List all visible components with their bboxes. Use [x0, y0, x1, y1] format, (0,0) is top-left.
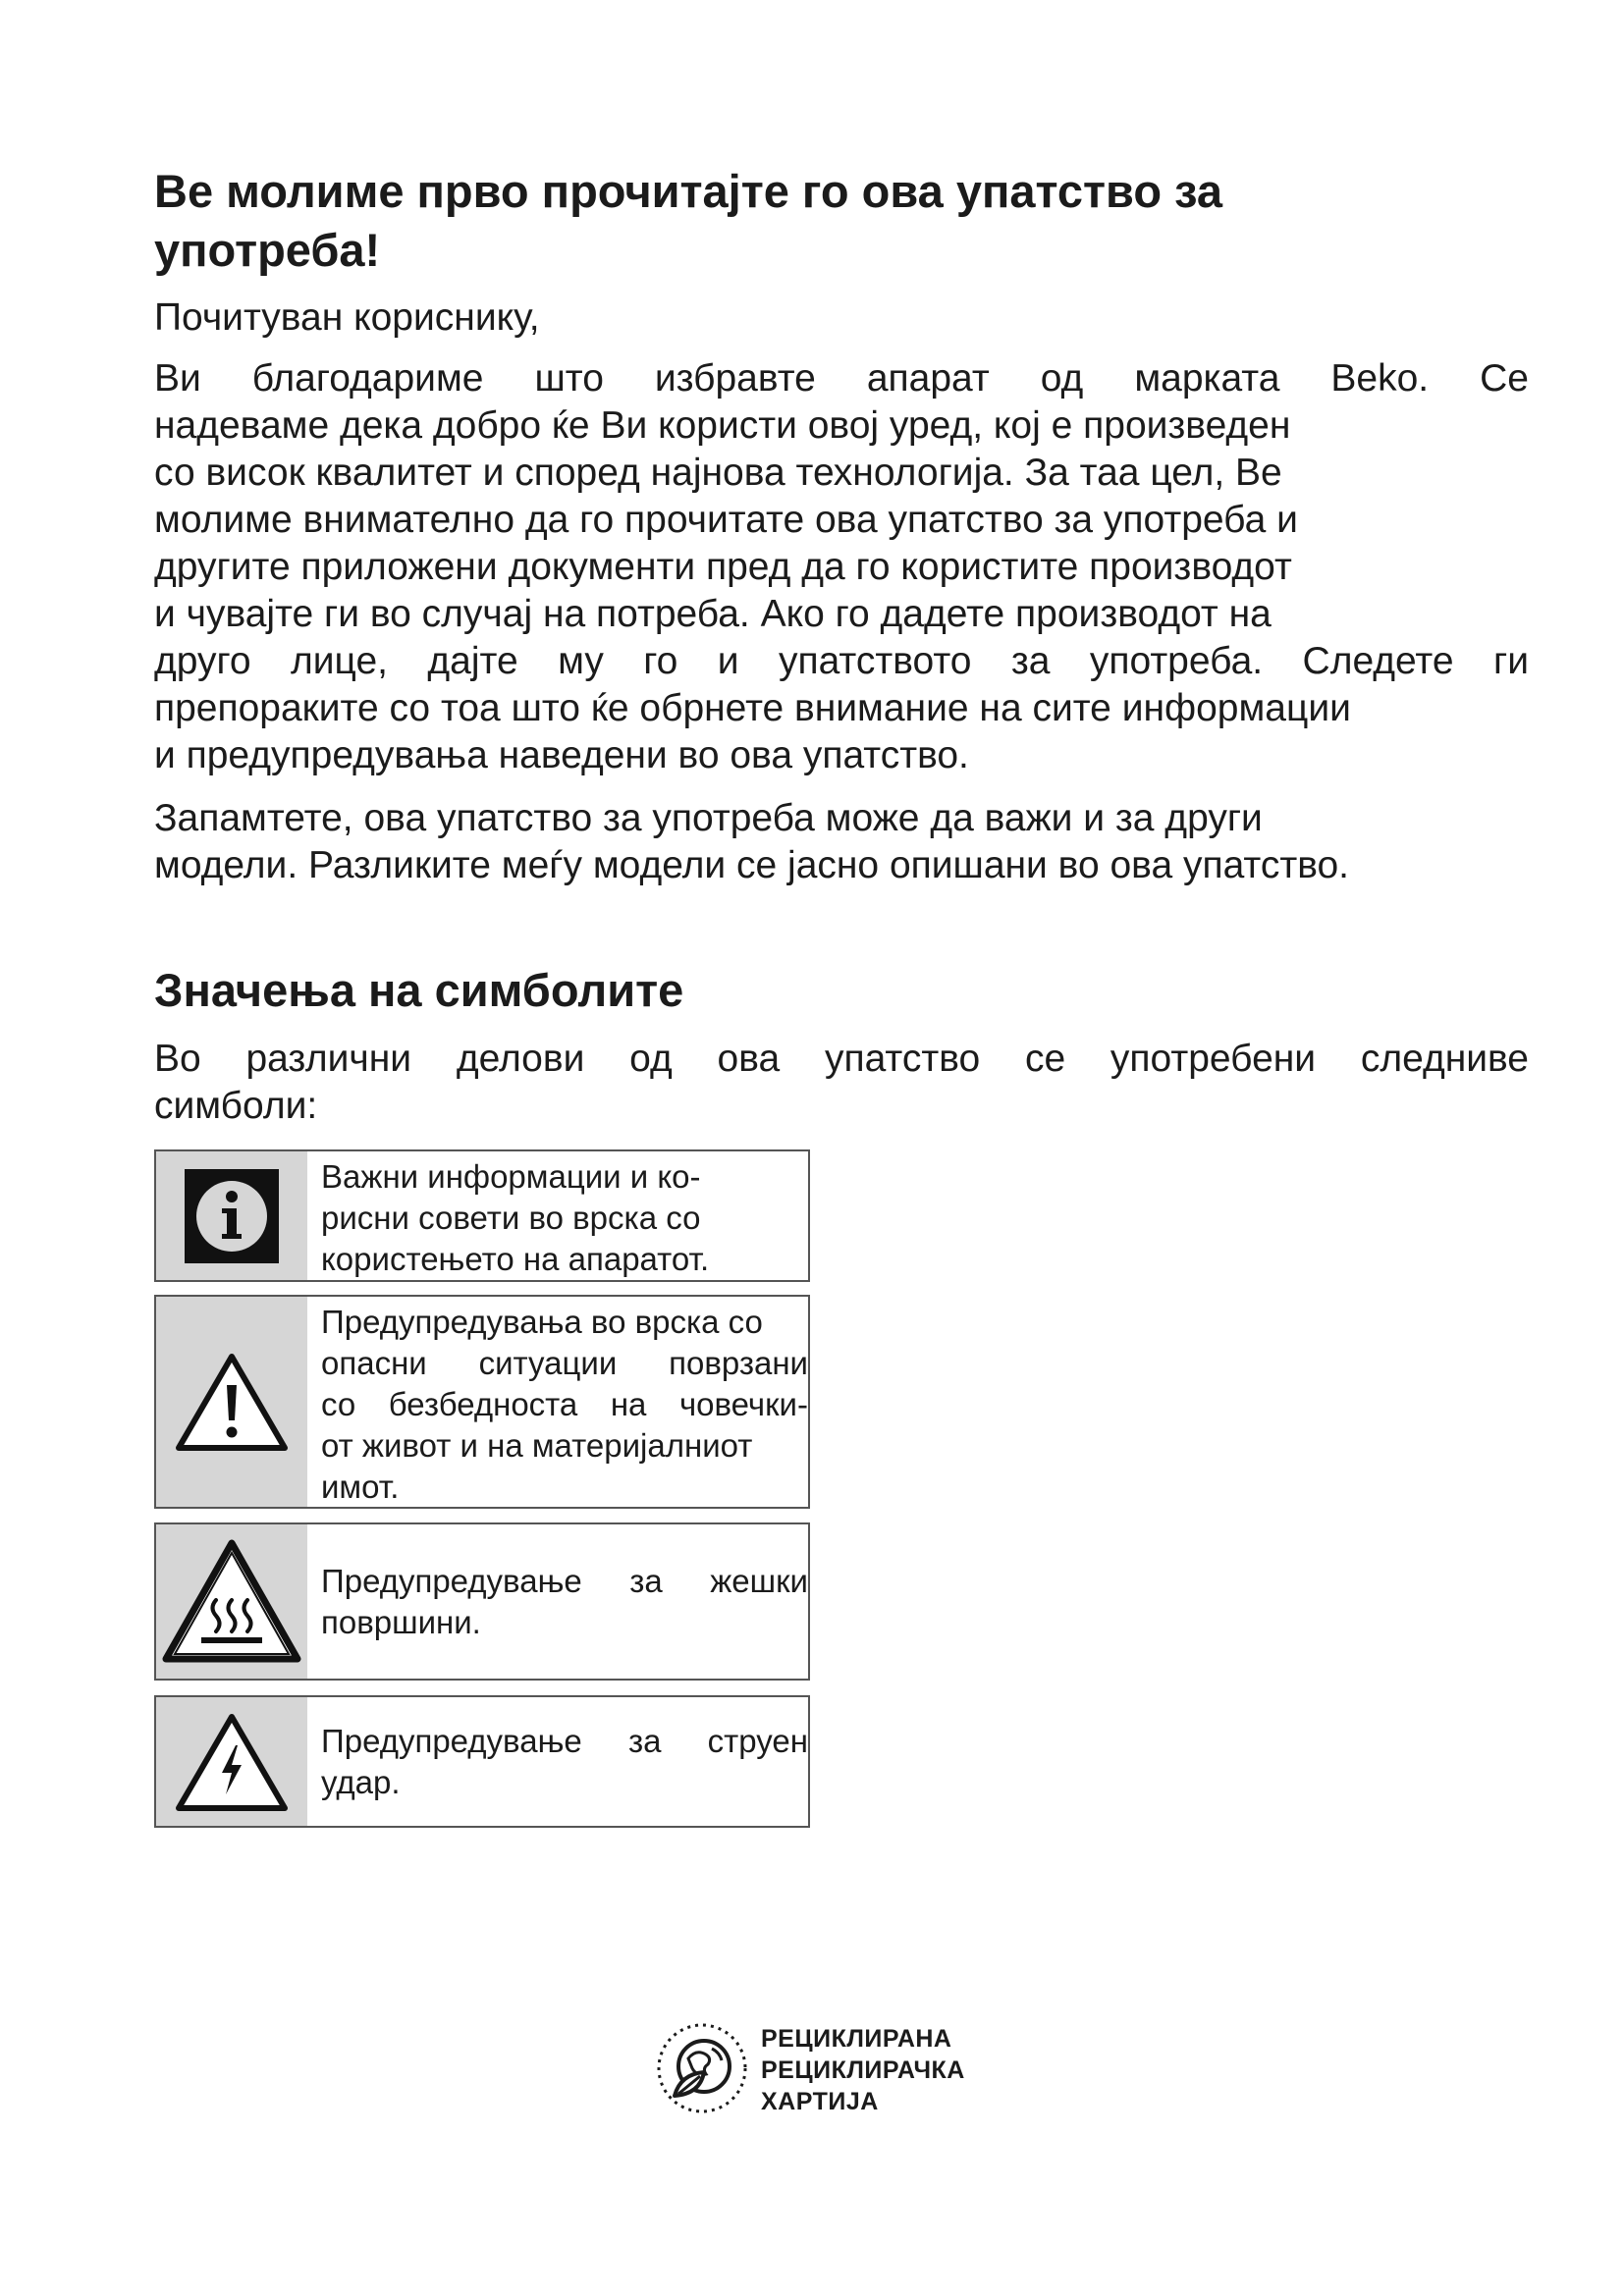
info-icon — [185, 1169, 279, 1263]
recycle-globe-icon — [653, 2019, 751, 2117]
intro-line: другите приложени документи пред да го користите производот — [154, 546, 1292, 588]
symbol-icon-cell — [156, 1524, 307, 1679]
note-line: модели. Разликите меѓу модели се јасно опишани во ова упатство. — [154, 844, 1350, 886]
symbol-text-line: површини. — [321, 1603, 481, 1640]
symbol-text-line: со безбедноста на човечки- — [321, 1386, 808, 1422]
intro-line: Ви благодариме што избравте апарат од марката Beko. Се — [154, 357, 1529, 400]
symbol-row-info — [154, 1149, 810, 1282]
warning-icon — [175, 1352, 289, 1452]
symbol-text-line: удар. — [321, 1763, 401, 1800]
intro-line: друго лице, дајте му го и упатството за употреба. Следете ги — [154, 640, 1529, 682]
recycle-label-line: РЕЦИКЛИРАНА — [761, 2025, 952, 2053]
symbol-row-hot-surface — [154, 1522, 810, 1681]
symbols-intro-line: симболи: — [154, 1085, 318, 1127]
symbol-text-line: користењето на апаратот. — [321, 1241, 710, 1277]
hot-surface-icon — [162, 1539, 301, 1665]
note-paragraph — [154, 795, 1529, 889]
symbol-text-line: Предупредување за струен — [321, 1722, 808, 1759]
intro-line: и чувајте ги во случај на потреба. Ако го дадете производот на — [154, 593, 1272, 635]
title-line-1: Ве молиме прво прочитајте го ова упатство за — [154, 165, 1222, 217]
symbol-text-line: рисни совети во врска со — [321, 1200, 701, 1236]
symbol-text-line: опасни ситуации поврзани — [321, 1345, 808, 1381]
symbol-text-line: Предупредување за жешки — [321, 1562, 808, 1599]
intro-line: молиме внимателно да го прочитате ова упатство за употреба и — [154, 499, 1298, 541]
symbol-description — [307, 1297, 808, 1507]
symbol-text-line: от живот и на материјалниот — [321, 1427, 753, 1464]
recycled-paper-badge — [653, 2017, 987, 2125]
note-line: Запамтете, ова упатство за употреба може да важи и за други — [154, 797, 1263, 839]
intro-line: препораките со тоа што ќе обрнете внимание на сите информации — [154, 687, 1351, 729]
symbols-intro — [154, 1036, 1529, 1130]
symbol-row-warning — [154, 1295, 810, 1509]
symbols-heading: Значења на симболите — [154, 964, 684, 1016]
recycle-label-line: РЕЦИКЛИРАЧКА — [761, 2056, 965, 2084]
symbol-text-line: имот. — [321, 1468, 400, 1505]
intro-line: и предупредувања наведени во ова упатство. — [154, 734, 969, 776]
page-title — [154, 162, 1529, 280]
electric-shock-icon — [175, 1712, 289, 1812]
symbol-description — [307, 1524, 808, 1679]
intro-line: надеваме дека добро ќе Ви користи овој уред, кој е произведен — [154, 404, 1291, 447]
symbol-row-electric-shock — [154, 1695, 810, 1828]
symbol-icon-cell — [156, 1697, 307, 1826]
symbols-intro-line: Во различни делови од ова упатство се употребени следниве — [154, 1038, 1529, 1080]
intro-line: со висок квалитет и според најнова технологија. За таа цел, Ве — [154, 452, 1282, 494]
symbol-text-line: Важни информации и ко- — [321, 1158, 701, 1195]
symbol-icon-cell — [156, 1151, 307, 1280]
intro-paragraph — [154, 355, 1529, 779]
greeting: Почитуван кориснику, — [154, 296, 540, 339]
title-line-2: употреба! — [154, 224, 381, 276]
symbol-description — [307, 1151, 808, 1280]
symbol-icon-cell — [156, 1297, 307, 1507]
recycle-label-line: ХАРТИЈА — [761, 2088, 879, 2115]
symbol-text-line: Предупредувања во врска со — [321, 1304, 763, 1340]
symbol-description — [307, 1697, 808, 1826]
